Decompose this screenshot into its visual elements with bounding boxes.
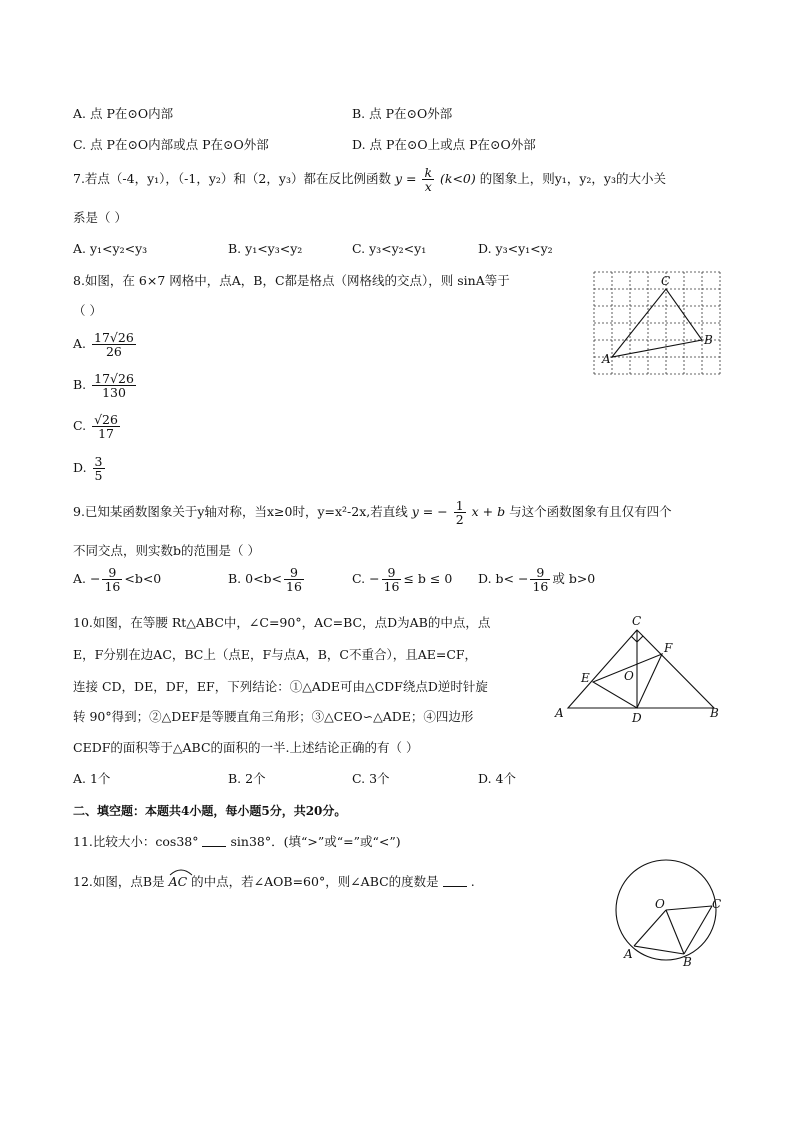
q8-option-a-label: A. xyxy=(73,336,87,351)
q9-line-fraction xyxy=(454,499,466,526)
q7-stem xyxy=(73,164,666,194)
q10-label-o: O xyxy=(624,669,634,683)
q9-option-b-pre: B. 0<b< xyxy=(228,571,283,586)
q12-radius-oc xyxy=(666,906,712,910)
q11-start: 11.比较大小：cos38° xyxy=(73,834,199,849)
q9-option-a-num: 9 xyxy=(102,566,122,580)
q10-line-2: E，F分别在边AC，BC上（点E，F与点A，B，C不重合），且AE=CF， xyxy=(73,647,478,662)
q9-option-d-num: 9 xyxy=(530,566,550,580)
q9-option-b xyxy=(228,566,306,593)
q10-option-b: B. 2个 xyxy=(228,771,266,786)
q7-func-lhs: y = xyxy=(394,171,417,186)
q6-option-d: D. 点 P在⊙O上或点 P在⊙O外部 xyxy=(352,137,536,152)
q12-arc-symbol xyxy=(169,868,193,876)
q9-line-lhs: y = − xyxy=(411,504,448,519)
q6-option-a: A. 点 P在⊙O内部 xyxy=(73,106,174,121)
q8-label-a: A xyxy=(602,352,611,366)
q8-option-d-num: 3 xyxy=(94,454,103,469)
q8-option-b-num: 17√26 xyxy=(94,371,134,386)
q8-option-c-den: 17 xyxy=(98,426,114,441)
q12-arc-ac xyxy=(169,871,188,889)
q8-option-c-num: √26 xyxy=(94,412,118,427)
q9-line-den: 2 xyxy=(455,512,464,527)
q9-option-a-post: <b<0 xyxy=(124,571,162,586)
q9-option-c xyxy=(352,566,452,593)
q9-option-c-post: ≤ b ≤ 0 xyxy=(403,571,453,586)
q8-grid-figure xyxy=(588,266,728,382)
q9-option-a-den: 16 xyxy=(104,579,121,594)
q12-chord-bc xyxy=(684,906,712,954)
q11-end: sin38°．(填“>”或“=”或“<”) xyxy=(230,834,401,849)
q9-stem xyxy=(73,497,672,527)
q9-option-d xyxy=(478,566,595,593)
q7-func-num: k xyxy=(424,165,433,180)
q8-grid-lines xyxy=(594,272,720,374)
q9-line-rhs: x + b xyxy=(471,504,506,519)
q9-option-c-den: 16 xyxy=(383,579,400,594)
q10-option-a: A. 1个 xyxy=(73,771,111,786)
q9-option-a-pre: A. − xyxy=(73,571,101,586)
q9-option-b-num: 9 xyxy=(284,566,304,580)
q10-label-f: F xyxy=(664,641,673,655)
q10-label-c: C xyxy=(632,614,642,628)
q12-end: 的中点，若∠AOB=60°，则∠ABC的度数是 xyxy=(191,874,439,889)
q12-arc-label: AC xyxy=(168,874,188,889)
q10-label-a: A xyxy=(555,706,564,720)
q9-stem-line2: 不同交点，则实数b的范围是（ ） xyxy=(73,543,260,558)
q12-label-a: A xyxy=(624,947,633,961)
q8-option-c xyxy=(73,413,122,440)
q12-period: . xyxy=(470,874,475,889)
q9-stem-end: 与这个函数图象有且仅有四个 xyxy=(509,504,672,519)
section-2-heading: 二、填空题：本题共4小题，每小题5分，共20分。 xyxy=(73,804,347,818)
q8-option-a xyxy=(73,331,138,358)
q7-option-a: A. y₁<y₂<y₃ xyxy=(73,241,148,256)
q12-label-c: C xyxy=(712,897,722,911)
q12-chord-ab xyxy=(634,946,684,954)
q7-option-c: C. y₃<y₂<y₁ xyxy=(352,241,427,256)
q11-answer-blank[interactable] xyxy=(202,845,226,847)
q10-label-d: D xyxy=(632,711,642,724)
q10-line-5: CEDF的面积等于△ABC的面积的一半.上述结论正确的有（ ） xyxy=(73,740,419,755)
q12-radius-ob xyxy=(666,910,684,954)
q8-option-a-num: 17√26 xyxy=(94,330,134,345)
q9-option-d-pre: D. b< − xyxy=(478,571,529,586)
q10-label-e: E xyxy=(581,671,590,685)
q7-option-d: D. y₃<y₁<y₂ xyxy=(478,241,553,256)
q7-func-cond: (k<0) xyxy=(440,171,476,186)
q9-option-c-num: 9 xyxy=(382,566,402,580)
q8-triangle-abc xyxy=(612,289,702,357)
q6-option-b: B. 点 P在⊙O外部 xyxy=(352,106,453,121)
q8-stem: 8.如图，在 6×7 网格中，点A，B，C都是格点（网格线的交点），则 sinA等于 xyxy=(73,273,510,288)
q10-line-1: 10.如图，在等腰 Rt△ABC中，∠C=90°，AC=BC，点D为AB的中点，点 xyxy=(73,615,491,630)
q9-option-a xyxy=(73,566,161,593)
q8-option-c-label: C. xyxy=(73,418,87,433)
q8-option-b xyxy=(73,372,138,399)
q8-option-d-label: D. xyxy=(73,460,87,475)
q8-paren: （ ） xyxy=(73,303,102,318)
q8-option-d xyxy=(73,455,107,482)
q9-line-num: 1 xyxy=(455,498,464,513)
q9-option-d-post: 或 b>0 xyxy=(552,571,596,586)
q9-option-c-fraction xyxy=(382,566,402,593)
q8-label-b: B xyxy=(704,333,713,347)
q12-circle-figure xyxy=(606,858,732,970)
q8-option-d-den: 5 xyxy=(94,468,103,483)
q8-label-c: C xyxy=(661,274,671,288)
q10-label-b: B xyxy=(710,706,719,720)
q10-triangle-abc xyxy=(568,630,714,708)
q8-option-b-den: 130 xyxy=(102,385,126,400)
q12-label-b: B xyxy=(683,955,692,969)
q8-option-b-label: B. xyxy=(73,377,87,392)
q10-option-c: C. 3个 xyxy=(352,771,390,786)
q12-answer-blank[interactable] xyxy=(443,885,467,887)
q8-option-a-den: 26 xyxy=(105,344,122,359)
q9-option-b-den: 16 xyxy=(286,579,302,594)
q7-option-b: B. y₁<y₃<y₂ xyxy=(228,241,303,256)
q8-option-a-fraction xyxy=(92,331,136,358)
q12-stem xyxy=(73,871,475,890)
q9-option-a-fraction xyxy=(102,566,122,593)
q9-stem-start: 9.已知某函数图象关于y轴对称，当x≥0时，y=x²-2x,若直线 xyxy=(73,504,408,519)
q9-option-d-fraction xyxy=(530,566,550,593)
q9-option-d-den: 16 xyxy=(532,579,549,594)
q9-option-b-fraction xyxy=(284,566,304,593)
q11-stem xyxy=(73,832,401,850)
q9-option-c-pre: C. − xyxy=(352,571,380,586)
q10-line-4: 转 90°得到；②△DEF是等腰直角三角形；③△CEO∽△ADE；④四边形 xyxy=(73,709,474,724)
q7-stem-end: 的图象上，则y₁，y₂，y₃的大小关 xyxy=(479,171,666,186)
q7-func-den: x xyxy=(424,179,432,194)
q12-label-o: O xyxy=(655,897,665,911)
q7-func-fraction xyxy=(422,166,434,193)
q12-radius-oa xyxy=(634,910,666,946)
q7-stem-line2: 系是（ ） xyxy=(73,210,127,225)
q10-option-d: D. 4个 xyxy=(478,771,516,786)
q8-option-c-fraction xyxy=(92,413,120,440)
q7-stem-start: 7.若点（-4，y₁），（-1，y₂）和（2，y₃）都在反比例函数 xyxy=(73,171,391,186)
q6-option-c: C. 点 P在⊙O内部或点 P在⊙O外部 xyxy=(73,137,269,152)
q8-option-b-fraction xyxy=(92,372,136,399)
q8-option-d-fraction xyxy=(93,455,105,482)
q12-start: 12.如图，点B是 xyxy=(73,874,165,889)
q10-line-3: 连接 CD，DE，DF，EF，下列结论：①△ADE可由△CDF绕点D逆时针旋 xyxy=(73,679,488,694)
q10-triangle-figure xyxy=(550,612,726,724)
